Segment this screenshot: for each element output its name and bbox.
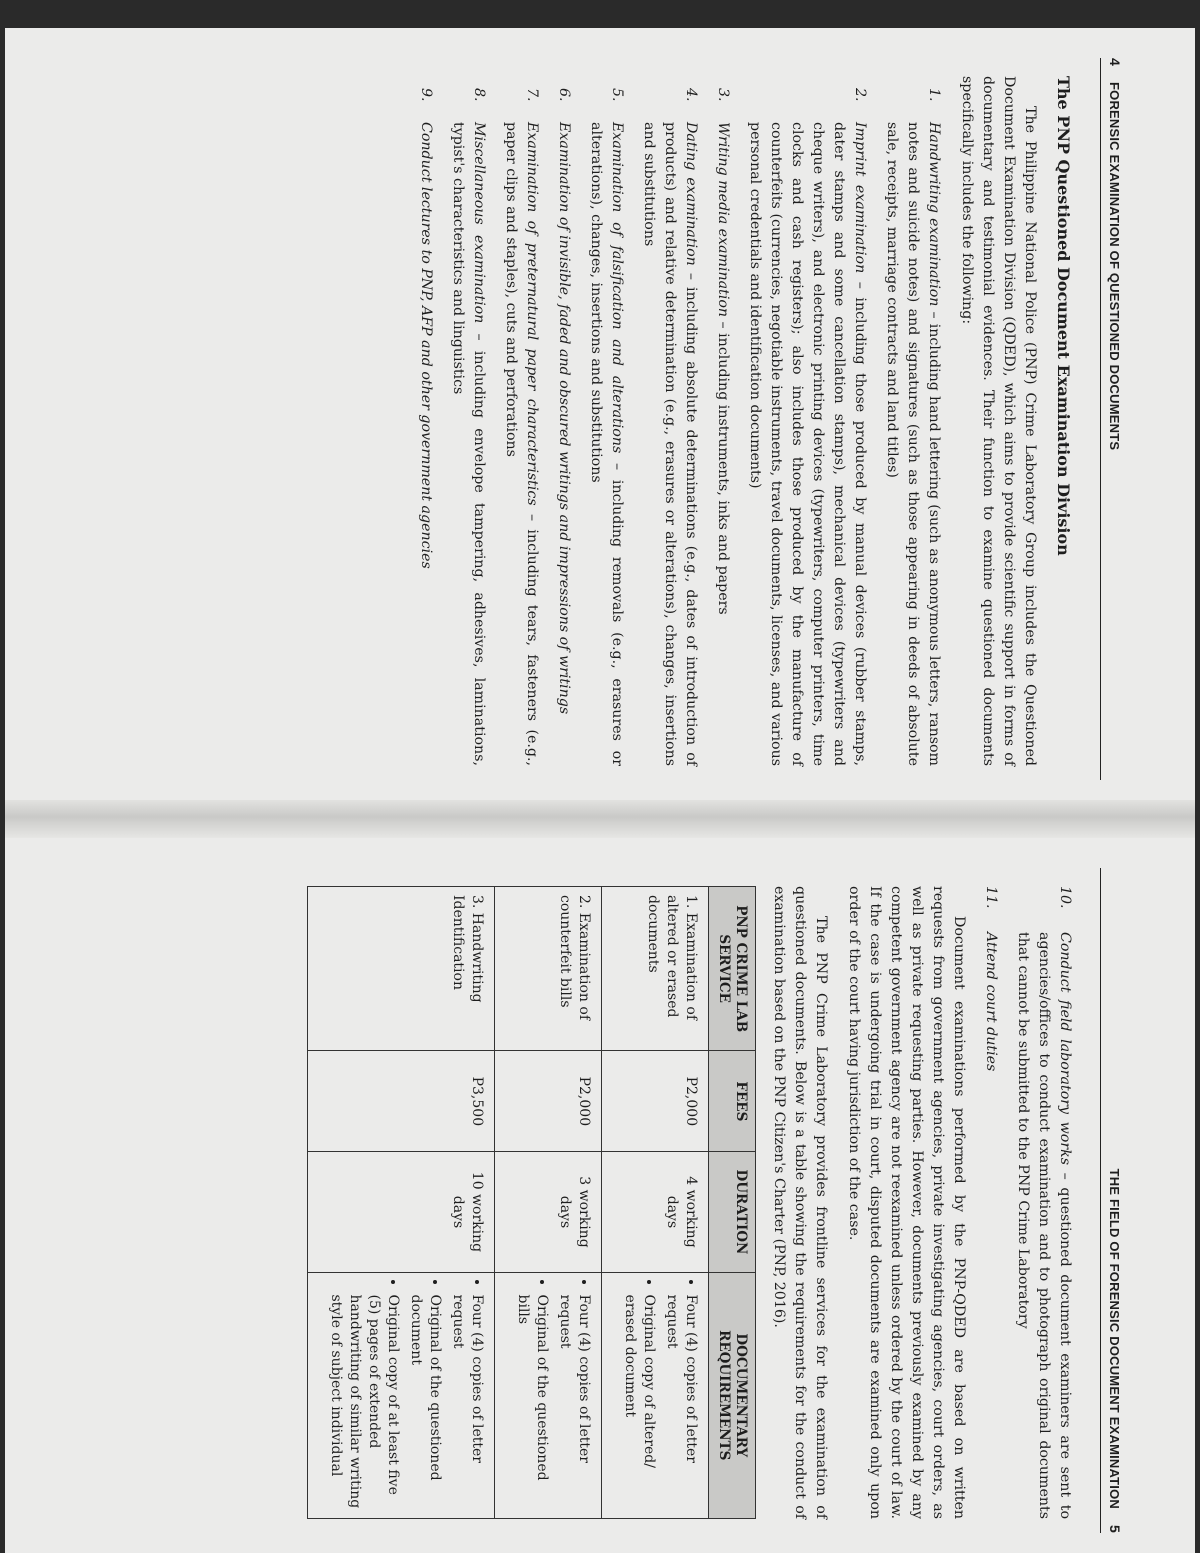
list-item [1012,886,1075,1519]
list-item-term: Imprint examination [852,122,868,274]
page-5-content [307,886,1075,1519]
cell-requirements [495,1272,602,1519]
page-number: 4 [1107,58,1123,66]
list-item-term: Handwriting examination [926,122,942,307]
table-row [495,887,602,1519]
list-item-term: Examination of falsification and alterations [609,122,625,454]
list-item-text: – including hand lettering (such as anonymous letters, ransom notes and suicide notes) and signatures (such as those appearing in deeds of absolute sale, receipts, marriage contracts and land titles) [884,122,942,767]
book-spine [5,800,1195,838]
list-item-number: 11. [983,886,999,909]
header-fees: FEES [709,1051,756,1152]
list-item [553,76,574,766]
table-body [308,887,709,1519]
list-item [744,76,870,766]
cell-fee: P2,000 [602,1051,709,1152]
page-4 [5,28,1195,800]
list-item-number: 5. [609,88,625,102]
list-item-term: Miscellaneous examination [471,122,487,324]
list-item [712,76,733,766]
list-item [881,76,944,766]
list-item-text: – including envelope tampering, adhesives, laminations, typist's characteristics and linguistics [450,122,487,766]
cell-requirements [602,1272,709,1519]
running-head-text: THE FIELD OF FORENSIC DOCUMENT EXAMINATION [1107,1168,1123,1509]
list-item-number: 4. [683,88,699,102]
requirements-table [307,886,756,1519]
list-item-number: 8. [471,88,487,102]
list-item-term: Dating examination [683,122,699,266]
cell-requirements [308,1272,495,1519]
running-head-left [1100,58,1123,780]
table-header-row [709,887,756,1519]
list-item-number: 10. [1057,886,1073,909]
list-item-term: Examination of preternatural paper characteristics [524,122,540,506]
list-item [980,886,1001,1519]
list-item-number: 3. [715,88,731,102]
cell-service: 2. Examination of counterfeit bills [495,887,602,1051]
requirement-item: • Four (4) copies of letter request [662,1295,700,1511]
list-item-term: Attend court duties [983,932,999,1072]
list-item [638,76,701,766]
list-item-number: 2. [852,88,868,102]
cell-duration: 10 working days [308,1152,495,1272]
section-heading: The PNP Questioned Document Examination Division [1054,76,1073,556]
header-service: PNP CRIME LAB SERVICE [709,887,756,1051]
table-row [308,887,495,1519]
cell-fee: P3,500 [308,1051,495,1152]
list-item-text: – including absolute determinations (e.g., dates of introduction of products) and relative determination (e.g., erasures or alterations), changes, insertions and substitutions [641,122,699,766]
requirement-item: • Four (4) copies of letter request [555,1295,593,1511]
list-item-text: – including instruments, inks and papers [715,317,731,615]
function-list-continued [980,886,1075,1519]
requirement-item: • Original of the questioned document [406,1295,444,1511]
running-head-text: FORENSIC EXAMINATION OF QUESTIONED DOCUMENTS [1107,82,1123,451]
list-item [415,76,436,766]
list-item-text: – including tears, fasteners (e.g., paper clips and staples), cuts and perforations [503,122,540,766]
list-item-text: – including removals (e.g., erasures or alterations), changes, insertions and substitutions [588,122,625,766]
page-4-content [404,76,1073,766]
list-item-term: Conduct field laboratory works [1057,932,1073,1166]
requirement-item: • Original copy of altered/ erased document [620,1295,658,1511]
cell-fee: P2,000 [495,1051,602,1152]
list-item [447,76,489,766]
scanned-spread [5,28,1195,1553]
cell-duration: 4 working days [602,1152,709,1272]
requirement-item: • Original of the questioned bills [513,1295,551,1511]
list-item-text: – including those produced by manual devices (rubber stamps, dater stamps and some cancellation stamps), mechanical devices (typewriters and cheque writers), and electronic printing devices (typewriters, computer printers, time clocks and cash registers); also includes those produced by the manufacture of counterfeits (currencies, negotiable instruments, travel documents, licenses, and various personal credentials and identification documents) [747,122,868,767]
list-item-text: – questioned document examiners are sent to agencies/offices to conduct examination and to photograph original documents that cannot be submitted to the PNP Crime Laboratory [1015,932,1073,1520]
requirement-item: • Four (4) copies of letter request [448,1295,486,1511]
list-item [500,76,542,766]
running-head-right [1100,868,1123,1533]
paragraph-frontline: The PNP Crime Laboratory provides frontline services for the examination of questioned documents. Below is a table showing the requirements for the conduct of examination based on the PNP Citizen's Charter (PNP, 2016). [771,886,829,1519]
requirement-item: • Original copy of at least five (5) pages of extended handwriting of similar writing style of subject individual [326,1295,402,1511]
list-item-number: 6. [556,88,572,102]
paragraph-requests: Document examinations performed by the PNP-QDED are based on written requests from government agencies, private investigating agencies, court orders, as well as private requesting parties. However, documents previously examined by any competent government agency are not reexamined unless ordered by the court of law. If the case is undergoing trial in court, disputed documents are examined only upon order of the court having jurisdiction of the case. [846,886,967,1519]
list-item-term: Conduct lectures to PNP, AFP and other government agencies [418,122,434,569]
cell-duration: 3 working days [495,1152,602,1272]
list-item [585,76,627,766]
list-item-number: 7. [524,88,540,102]
table-row [602,887,709,1519]
function-list [415,76,944,766]
list-item-number: 1. [926,88,942,102]
header-duration: DURATION [709,1152,756,1272]
list-item-number: 9. [418,88,434,102]
page-number: 5 [1107,1525,1123,1533]
cell-service: 1. Examination of altered or erased documents [602,887,709,1051]
list-item-term: Writing media examination [715,122,731,318]
intro-paragraph: The Philippine National Police (PNP) Crime Laboratory Group includes the Questioned Document Examination Division (QDED), which aims to provide scientific support in forms of documentary and testimonial evidences. Their function to examine questioned documents specifically includes the following: [959,76,1038,766]
cell-service: 3. Handwriting Identification [308,887,495,1051]
requirements-list [326,1281,486,1511]
page-5 [5,838,1195,1553]
header-requirements: DOCUMENTARY REQUIREMENTS [709,1272,756,1519]
requirements-list [513,1281,593,1511]
requirements-list [620,1281,700,1511]
list-item-term: Examination of invisible, faded and obscured writings and impressions of writings [556,122,572,715]
